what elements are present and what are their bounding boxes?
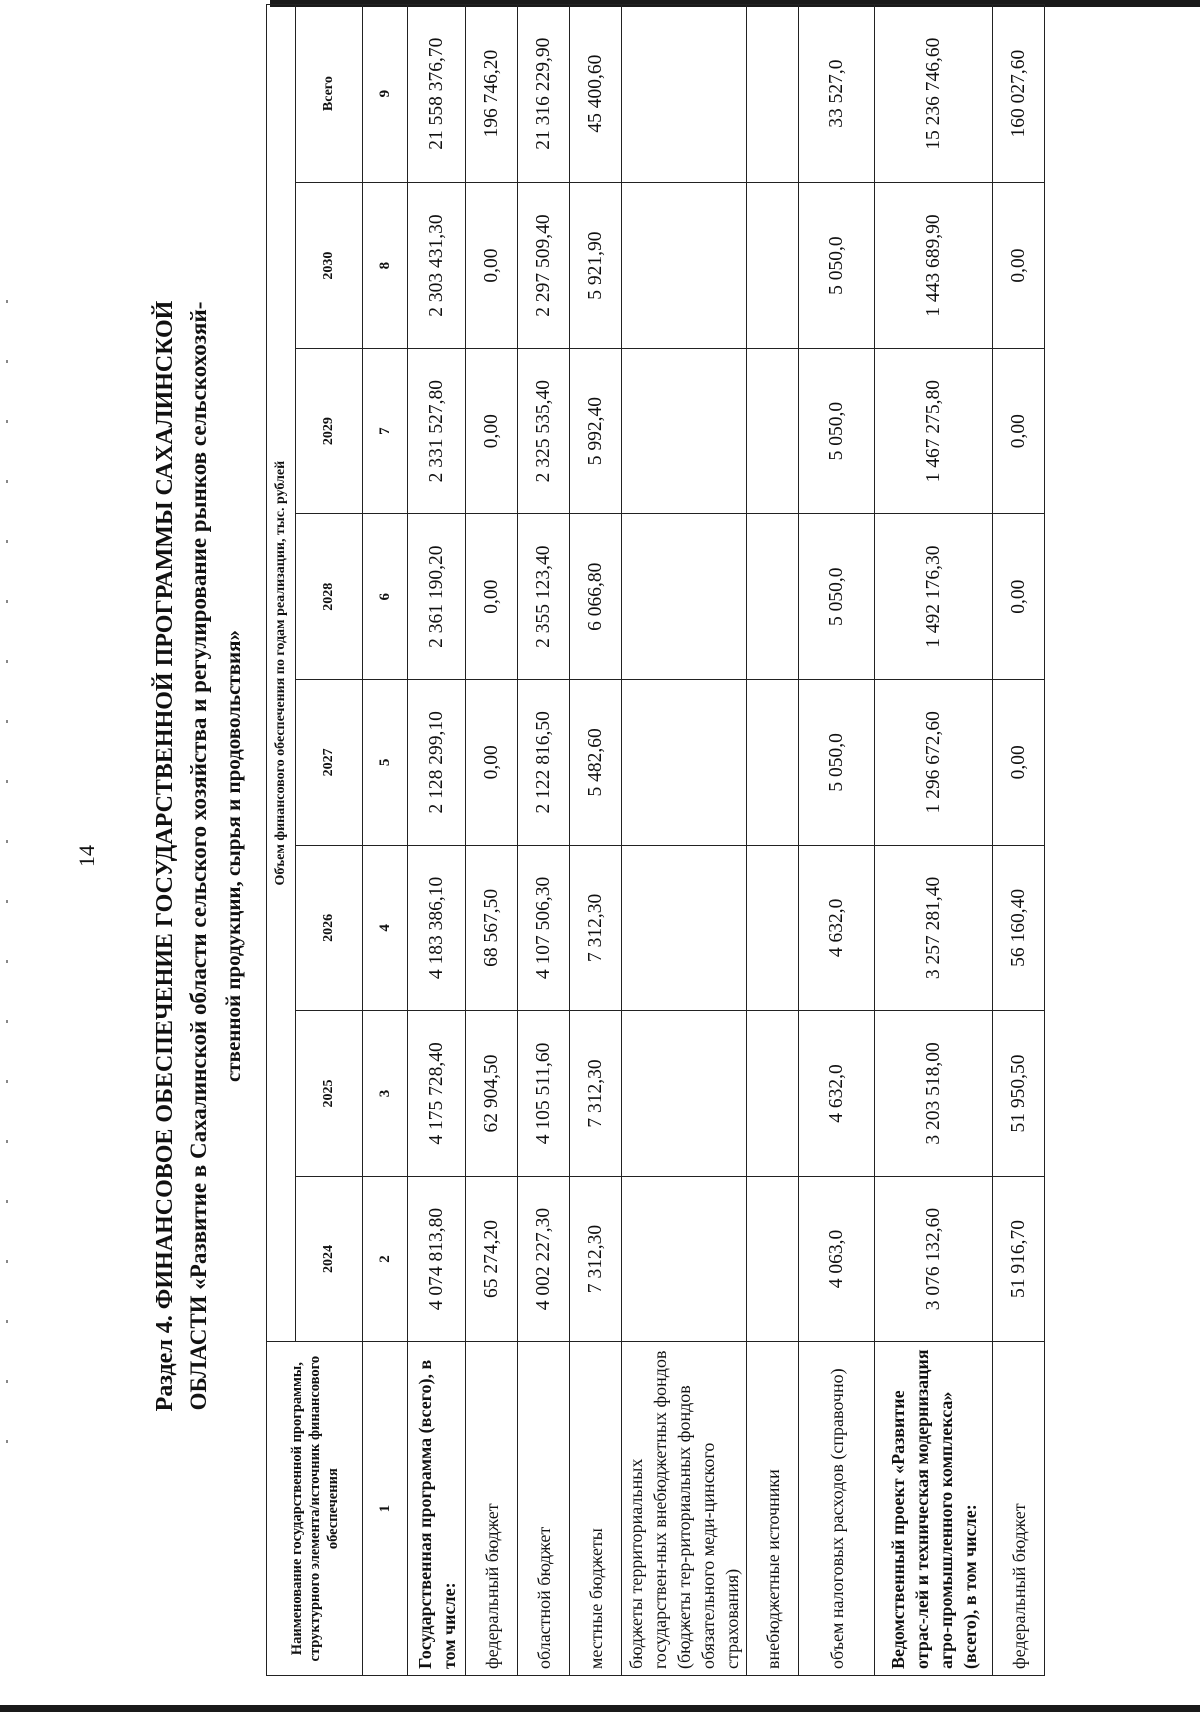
table-row [622, 5, 747, 1676]
total-header: Всего [296, 5, 363, 183]
column-number: 6 [363, 514, 408, 680]
row-label: федеральный бюджет [466, 1342, 518, 1676]
total-cell [622, 5, 747, 183]
total-cell: 45 400,60 [570, 5, 622, 183]
value-cell: 4 063,0 [799, 1176, 875, 1342]
value-cell: 4 632,0 [799, 1011, 875, 1177]
value-cell: 65 274,20 [466, 1176, 518, 1342]
column-number: 7 [363, 348, 408, 514]
table-row [875, 5, 993, 1676]
value-cell [747, 183, 799, 349]
heading-line-1: Раздел 4. ФИНАНСОВОЕ ОБЕСПЕЧЕНИЕ ГОСУДАРСТВЕННОЙ ПРОГРАММЫ САХАЛИНСКОЙ [152, 300, 178, 1412]
value-cell: 0,00 [993, 183, 1045, 349]
value-cell: 56 160,40 [993, 845, 1045, 1011]
value-cell: 62 904,50 [466, 1011, 518, 1177]
value-cell: 0,00 [466, 514, 518, 680]
column-number: 3 [363, 1011, 408, 1177]
financing-table [266, 4, 1045, 1676]
row-label: местные бюджеты [570, 1342, 622, 1676]
value-cell [747, 514, 799, 680]
value-cell [622, 183, 747, 349]
value-cell: 4 107 506,30 [518, 845, 570, 1011]
value-cell: 1 467 275,80 [875, 348, 993, 514]
year-header: 2028 [296, 514, 363, 680]
value-cell [622, 514, 747, 680]
table-body [408, 5, 1045, 1676]
value-cell: 2 297 509,40 [518, 183, 570, 349]
value-cell: 4 183 386,10 [408, 845, 466, 1011]
column-number-row [363, 5, 408, 1676]
heading-line-3: ственной продукции, сырья и продовольствия» [221, 629, 245, 1083]
value-cell: 1 492 176,30 [875, 514, 993, 680]
value-cell [747, 845, 799, 1011]
value-cell: 6 066,80 [570, 514, 622, 680]
value-cell [622, 1176, 747, 1342]
value-cell: 2 122 816,50 [518, 680, 570, 846]
value-cell: 2 361 190,20 [408, 514, 466, 680]
row-label: внебюджетные источники [747, 1342, 799, 1676]
row-label: Ведомственный проект «Развитие отрас-лей и техническая модернизация агро-промышленного комплекса» (всего), в том числе: [875, 1342, 993, 1676]
column-number: 4 [363, 845, 408, 1011]
value-cell: 2 331 527,80 [408, 348, 466, 514]
value-cell: 4 105 511,60 [518, 1011, 570, 1177]
value-cell: 4 002 227,30 [518, 1176, 570, 1342]
volume-header: Объем финансового обеспечения по годам реализации, тыс. рублей [267, 5, 296, 1342]
value-cell [622, 1011, 747, 1177]
value-cell: 1 296 672,60 [875, 680, 993, 846]
value-cell: 4 175 728,40 [408, 1011, 466, 1177]
table-row [570, 5, 622, 1676]
value-cell: 5 482,60 [570, 680, 622, 846]
value-cell: 0,00 [466, 680, 518, 846]
name-column-header: Наименование государственной программы, структурного элемента/источник финансового обеспечения [267, 1342, 363, 1676]
heading-line-2: ОБЛАСТИ «Развитие в Сахалинской области сельского хозяйства и регулирование рынков сельскохозяй- [186, 301, 211, 1411]
row-label: федеральный бюджет [993, 1342, 1045, 1676]
table-row [747, 5, 799, 1676]
value-cell: 4 632,0 [799, 845, 875, 1011]
value-cell: 5 921,90 [570, 183, 622, 349]
value-cell [622, 845, 747, 1011]
section-heading [148, 120, 250, 1592]
value-cell: 5 050,0 [799, 348, 875, 514]
total-cell: 160 027,60 [993, 5, 1045, 183]
value-cell: 0,00 [993, 514, 1045, 680]
column-number: 2 [363, 1176, 408, 1342]
value-cell: 2 355 123,40 [518, 514, 570, 680]
total-cell: 21 558 376,70 [408, 5, 466, 183]
value-cell: 1 443 689,90 [875, 183, 993, 349]
total-cell: 21 316 229,90 [518, 5, 570, 183]
row-label: объем налоговых расходов (справочно) [799, 1342, 875, 1676]
value-cell: 2 325 535,40 [518, 348, 570, 514]
table-row [408, 5, 466, 1676]
value-cell: 7 312,30 [570, 1011, 622, 1177]
total-cell [747, 5, 799, 183]
row-label: областной бюджет [518, 1342, 570, 1676]
value-cell: 5 992,40 [570, 348, 622, 514]
column-number: 1 [363, 1342, 408, 1676]
value-cell [747, 1176, 799, 1342]
value-cell: 5 050,0 [799, 680, 875, 846]
year-header: 2026 [296, 845, 363, 1011]
year-header: 2030 [296, 183, 363, 349]
table-row [466, 5, 518, 1676]
value-cell: 0,00 [993, 348, 1045, 514]
value-cell: 51 950,50 [993, 1011, 1045, 1177]
year-header: 2024 [296, 1176, 363, 1342]
total-cell: 196 746,20 [466, 5, 518, 183]
value-cell: 68 567,50 [466, 845, 518, 1011]
total-cell: 15 236 746,60 [875, 5, 993, 183]
value-cell: 7 312,30 [570, 845, 622, 1011]
value-cell [747, 680, 799, 846]
table-row [993, 5, 1045, 1676]
page-number: 14 [74, 845, 99, 867]
row-label: Государственная программа (всего), в том числе: [408, 1342, 466, 1676]
value-cell: 5 050,0 [799, 514, 875, 680]
header-row-group [267, 5, 296, 1676]
value-cell: 2 303 431,30 [408, 183, 466, 349]
row-label: бюджеты территориальных государствен-ных внебюджетных фондов (бюджеты тер-риториальных фондов обязательного меди-цинского страхования) [622, 1342, 747, 1676]
value-cell [747, 1011, 799, 1177]
value-cell [622, 680, 747, 846]
value-cell [622, 348, 747, 514]
table-row [799, 5, 875, 1676]
value-cell: 2 128 299,10 [408, 680, 466, 846]
year-header: 2029 [296, 348, 363, 514]
value-cell [747, 348, 799, 514]
year-header: 2025 [296, 1011, 363, 1177]
value-cell: 4 074 813,80 [408, 1176, 466, 1342]
value-cell: 3 257 281,40 [875, 845, 993, 1011]
table-row [518, 5, 570, 1676]
value-cell: 0,00 [466, 348, 518, 514]
value-cell: 0,00 [993, 680, 1045, 846]
value-cell: 3 203 518,00 [875, 1011, 993, 1177]
column-number: 8 [363, 183, 408, 349]
value-cell: 51 916,70 [993, 1176, 1045, 1342]
value-cell: 0,00 [466, 183, 518, 349]
value-cell: 3 076 132,60 [875, 1176, 993, 1342]
value-cell: 5 050,0 [799, 183, 875, 349]
column-number: 5 [363, 680, 408, 846]
column-number: 9 [363, 5, 408, 183]
year-header: 2027 [296, 680, 363, 846]
total-cell: 33 527,0 [799, 5, 875, 183]
value-cell: 7 312,30 [570, 1176, 622, 1342]
